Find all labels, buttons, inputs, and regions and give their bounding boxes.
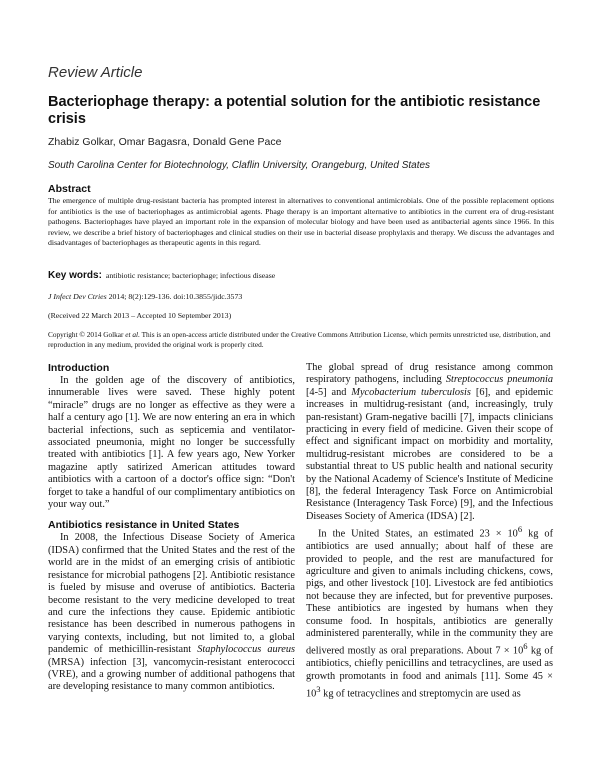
authors: Zhabiz Golkar, Omar Bagasra, Donald Gene Pace — [48, 136, 282, 148]
resistance-text-b: (MRSA) infection [3], vancomycin-resistant enterococci (VRE), and a growing number of additional pathogens that are developing resistance to many common antibiotics. — [48, 656, 295, 693]
journal-name: J Infect Dev Ctries — [48, 292, 107, 301]
affiliation: South Carolina Center for Biotechnology, Claflin University, Orangeburg, United States — [48, 160, 431, 171]
strep-term: Streptococcus pneumonia — [445, 374, 553, 386]
keywords-text: antibiotic resistance; bacteriophage; infectious disease — [105, 271, 276, 280]
section-heading-resistance: Antibiotics resistance in United States — [48, 519, 240, 532]
resistance-paragraph — [48, 532, 295, 693]
right-paragraph-2 — [306, 523, 553, 701]
exponent: 3 — [316, 684, 321, 694]
article-title: Bacteriophage therapy: a potential solution for the antibiotic resistance crisis — [48, 94, 541, 127]
right-p1-text-c: [6], and epidemic increases in multidrug-resistant (and, increasingly, truly pan-resistant) Gram-negative bacilli [7], impacts clinicians practicing in every field of medicine. Given their scope of effect and significant impact on morbidity and mortality, multidrug-resistant microbes are considered to be a substantial threat to US public health and national security by the National Academy of Science's Institute of Medicine [8], the federal Interagency Task Force on Antimicrobial Resistance (Interagency Task Force) [9], and the Infectious Diseases Society of America (IDSA) [2]. — [306, 386, 554, 522]
right-p2-text-a: In the United States, an estimated 23 × 10 — [318, 528, 518, 540]
received-dates: (Received 22 March 2013 – Accepted 10 September 2013) — [48, 311, 232, 320]
right-p2-text-c: kg of antibiotics, chiefly penicillins and tetracyclines, are used as growth promotants in food and animals [11]. Some 45 × 10 — [306, 645, 554, 700]
exponent: 6 — [517, 524, 523, 535]
left-column — [48, 362, 295, 694]
copyright-post: This is an open-access article distributed under the Creative Commons Attribution License, which permits unrestricted use, distribution, and reproduction in any medium, provided the original work is properly cited. — [48, 330, 551, 349]
right-paragraph-1 — [306, 362, 553, 523]
right-p2-text-d: kg of tetracyclines and streptomycin are used as — [323, 688, 521, 700]
copyright-pre: Copyright © 2014 Golkar — [48, 330, 124, 339]
staph-term: Staphylococcus aureus — [197, 644, 295, 656]
copyright-notice — [48, 330, 554, 350]
right-p1-text-a: The global spread of drug resistance among common respiratory pathogens, including — [306, 362, 553, 386]
myco-term: Mycobacterium tuberculosis — [351, 386, 471, 398]
keywords — [48, 265, 554, 283]
right-column — [306, 362, 553, 701]
exponent: 6 — [523, 641, 528, 652]
keywords-label: Key words: — [48, 270, 102, 281]
resistance-text-a: In 2008, the Infectious Disease Society of America (IDSA) confirmed that the United States and the rest of the world are in the midst of an emerging crisis of antibiotic resistance for microbial pathogens [2]. Antibiotic resistance is fueled by misuse and overuse of antibiotics. Bacteria become resistant to the very medicine developed to treat and cure the infections they cause. Epidemic antibiotic resistance has been described in numerous pathogens in varying contexts, including, but not limited to, a global pandemic of methicillin-resistant — [48, 532, 295, 656]
citation — [48, 292, 242, 301]
abstract-text: The emergence of multiple drug-resistant bacteria has prompted interest in alternatives to conventional antimicrobials. One of the possible replacement options for antibiotics is the use of bacteriophages as antimicrobial agents. Phage therapy is an important alternative to antibiotics in the current era of drug-resistant pathogens. Bacteriophages have played an important role in the expansion of molecular biology and have been used as antibacterial agents since 1966. In this review, we describe a brief history of bacteriophages and clinical studies on their use in bacterial disease prophylaxis and therapy. We discuss the advantages and disadvantages of bacteriophages as therapeutic agents in this regard. — [48, 196, 554, 248]
intro-heading: Introduction — [48, 362, 110, 374]
right-p2-text-b: kg of antibiotics are used annually; about half of these are provided to people, and the rest are manufactured for agriculture and given to animals including chickens, cows, pigs, and other livestock [10]. Livestock are fed antibiotics not because they are infected, but for preventive purposes. These antibiotics are ingested by humans when they consume food. In hospitals, antibiotics are generally administered parenterally, while in the community they are delivered mostly as oral preparations. About 7 × 10 — [306, 528, 554, 657]
intro-paragraph: In the golden age of the discovery of antibiotics, innumerable lives were saved. These highly potent “miracle” drugs are no longer as effective as they were a half a century ago [1]. We are now entering an era in which bacterial infections, such as septicemia and ventilator-associated pneumonia, might no longer be successfully treated with antibiotics [1]. A few years ago, New Yorker magazine aptly satirized American attitudes toward antibiotics with a cartoon of a doctor's office sign: “Don't forget to take a handful of our complimentary antibiotics on your way out.” — [48, 375, 295, 511]
right-p1-text-b: [4-5] and — [306, 386, 347, 398]
citation-details: 2014; 8(2):129-136. doi:10.3855/jidc.3573 — [108, 292, 243, 301]
copyright-etal: et al. — [125, 330, 140, 339]
abstract-heading: Abstract — [48, 183, 91, 195]
article-type: Review Article — [48, 64, 143, 81]
